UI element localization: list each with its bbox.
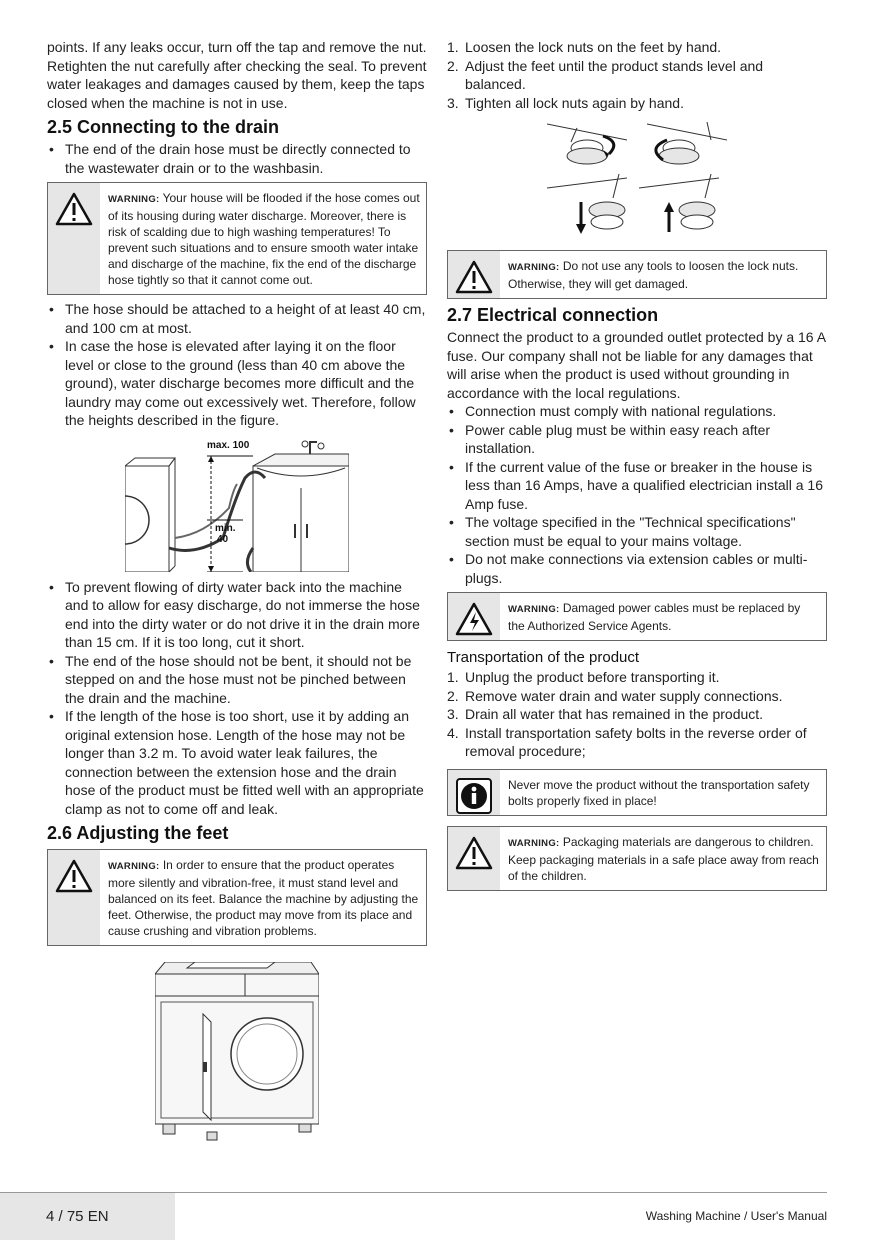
section-2-6-title: 2.6 Adjusting the feet	[47, 823, 229, 843]
warning-tag: WARNING:	[508, 604, 560, 615]
warning-text: In order to ensure that the product operates more silently and vibration-free, it must stand level and balanced on its feet. Balance the machine by adjusting the feet. Otherwise, the product may move from its place and cause crushing and vibration problems.	[108, 858, 419, 938]
electrical-bullets	[447, 402, 827, 587]
power-cable-warning-box	[447, 592, 827, 641]
feet-lock-nut-illustration	[547, 118, 727, 242]
list-item: • Connection must comply with national regulations.	[447, 402, 827, 421]
lock-nut-warning-box	[447, 250, 827, 299]
list-item: • The hose should be attached to a height of at least 40 cm, and 100 cm at most.	[47, 300, 427, 337]
electric-hazard-icon	[454, 601, 494, 637]
list-item: 1. Unplug the product before transporting it.	[447, 669, 720, 685]
list-item: 3. Tighten all lock nuts again by hand.	[447, 94, 684, 111]
left-column	[47, 38, 427, 1152]
min-height-value: 40	[217, 533, 229, 545]
packaging-warning-box	[447, 826, 827, 891]
list-item: • In case the hose is elevated after laying it on the floor level or close to the ground (less than 40 cm above the ground), water discharge becomes more difficult and the laundry may come out excessively wet. Therefore, follow the heights described in the figure.	[47, 337, 427, 430]
drain-warning-box	[47, 182, 427, 295]
list-item: 2. Remove water drain and water supply connections.	[447, 687, 783, 704]
warning-text: Do not use any tools to loosen the lock nuts. Otherwise, they will get damaged.	[508, 259, 799, 291]
list-item: 4. Install transportation safety bolts in the reverse order of removal procedure;	[447, 724, 807, 759]
transportation-title: Transportation of the product	[447, 649, 640, 666]
drain-hose-illustration	[125, 438, 349, 572]
warning-tag: WARNING:	[108, 861, 160, 872]
list-item: 3. Drain all water that has remained in the product.	[447, 706, 764, 722]
info-text: Never move the product without the transportation safety bolts properly fixed in place!	[508, 777, 810, 808]
drain-bullets-2	[47, 300, 427, 430]
list-item: • The end of the hose should not be bent, it should not be stepped on and the hose must not be pinched between the drain and the machine.	[47, 652, 427, 708]
max-height-label: max. 100	[207, 439, 250, 451]
section-2-5-title: 2.5 Connecting to the drain	[47, 117, 280, 137]
transport-steps-list	[447, 668, 827, 761]
drain-bullets-3	[47, 578, 427, 819]
warning-text: Your house will be flooded if the hose comes out of its housing during water discharge. Moreover, there is risk of scalding due to high washing temperatures! To prevent such situations and to ensure smooth water intake and discharge of the machine, fix the end of the discharge hose tightly so that it cannot come out.	[108, 191, 420, 287]
warning-triangle-icon	[54, 858, 94, 894]
warning-text: Damaged power cables must be replaced by the Authorized Service Agents.	[508, 601, 801, 633]
section-2-7-title: 2.7 Electrical connection	[447, 305, 659, 325]
list-item: • The end of the drain hose must be directly connected to the wastewater drain or to the washbasin.	[47, 140, 427, 177]
list-item: 2. Adjust the feet until the product stands level and balanced.	[447, 57, 764, 92]
list-item: • To prevent flowing of dirty water back into the machine and to allow for easy discharge, do not immerse the hose end into the dirty water or do not drive it in the drain more than 15 cm. If it is too long, cut it short.	[47, 578, 427, 652]
min-height-label: min.	[215, 522, 236, 534]
warning-tag: WARNING:	[508, 837, 560, 849]
warning-triangle-icon	[454, 259, 494, 295]
list-item: • If the length of the hose is too short, use it by adding an original extension hose. Length of the hose may not be longer than 3.2 m. To avoid water leak failures, the connection between the extension hose and the drain hose of the product must be fitted well with an appropriate clamp as not to come off and leak.	[47, 707, 427, 818]
warning-tag: WARNING:	[108, 194, 160, 205]
list-item: • Power cable plug must be within easy reach after installation.	[447, 421, 827, 458]
electrical-intro: Connect the product to a grounded outlet protected by a 16 A fuse. Our company shall not be liable for any damages that will arise when the product is used without grounding in accordance with the local regulations.	[447, 329, 826, 401]
warning-triangle-icon	[454, 835, 494, 871]
page-footer	[0, 1192, 874, 1240]
document-title: Washing Machine / User's Manual	[645, 1209, 827, 1223]
drain-height-figure	[125, 438, 349, 572]
drain-bullets-1	[47, 140, 427, 177]
list-item: • Do not make connections via extension cables or multi-plugs.	[447, 550, 827, 587]
washing-machine-illustration	[155, 962, 319, 1152]
feet-adjust-figure	[547, 118, 727, 242]
right-column	[447, 38, 827, 896]
info-icon	[455, 778, 493, 814]
warning-triangle-icon	[54, 191, 94, 227]
warning-tag: WARNING:	[508, 262, 560, 273]
list-item: • The voltage specified in the "Technical specifications" section must be equal to your mains voltage.	[447, 513, 827, 550]
feet-warning-box	[47, 849, 427, 946]
intro-paragraph: points. If any leaks occur, turn off the tap and remove the nut. Retighten the nut carefully after checking the seal. To prevent water leakages and damages caused by them, keep the taps closed when the machine is not in use.	[47, 39, 427, 111]
list-item: • If the current value of the fuse or breaker in the house is less than 16 Amps, have a qualified electrician install a 16 Amp fuse.	[447, 458, 827, 514]
list-item: 1. Loosen the lock nuts on the feet by hand.	[447, 39, 722, 55]
feet-steps-list	[447, 38, 827, 112]
washing-machine-figure	[155, 962, 319, 1152]
warning-text: Packaging materials are dangerous to children. Keep packaging materials in a safe place away from reach of the children.	[508, 834, 819, 883]
transport-info-box	[447, 769, 827, 816]
page-number: 4 / 75 EN	[0, 1193, 175, 1240]
